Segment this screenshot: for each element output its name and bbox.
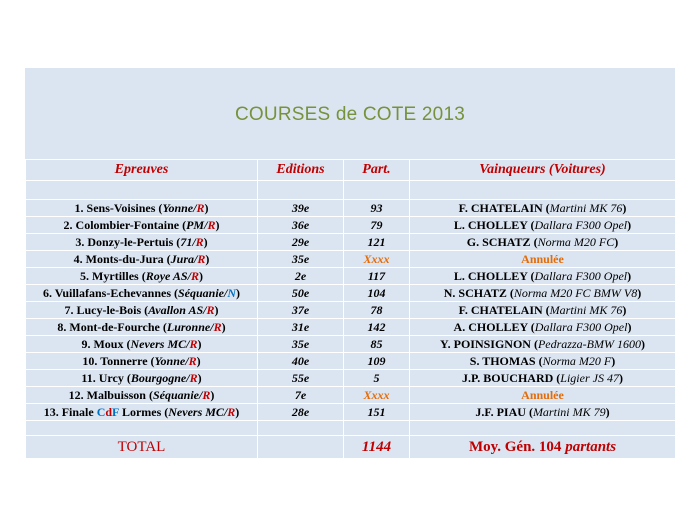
car: Dallara F300 Opel xyxy=(534,320,628,334)
event-cell xyxy=(26,234,258,251)
event-cell xyxy=(26,217,258,234)
table-row xyxy=(26,387,676,404)
table-row xyxy=(26,404,676,421)
participants: 85 xyxy=(344,336,410,353)
event-cell xyxy=(26,285,258,302)
winner: Annulée xyxy=(521,252,564,266)
organizer-sep: / xyxy=(193,201,197,215)
organizer: Séquanie xyxy=(152,388,199,402)
event-close: ) xyxy=(215,218,220,232)
organizer: Avallon AS xyxy=(148,303,204,317)
event-close: ) xyxy=(236,286,241,300)
average-suffix: partants xyxy=(565,439,617,455)
organizer-sep: / xyxy=(192,235,196,249)
table-row xyxy=(26,268,676,285)
event-name: 9. Moux ( xyxy=(81,337,131,351)
championship-code: R xyxy=(189,371,198,385)
championship-code: R xyxy=(189,337,198,351)
winner-cell: L. CHOLLEY (Dallara F300 Opel) xyxy=(410,268,676,285)
event-cell xyxy=(26,319,258,336)
organizer-sep: / xyxy=(186,337,190,351)
championship-code: R xyxy=(195,235,204,249)
car: Martini MK 76 xyxy=(549,201,623,215)
organizer: Bourgogne xyxy=(130,371,187,385)
edition: 28e xyxy=(258,404,344,421)
organizer-sep: / xyxy=(185,354,189,368)
header-part: Part. xyxy=(344,160,410,181)
winner: J.F. PIAU xyxy=(475,405,526,419)
event-cell xyxy=(26,370,258,387)
spacer-row xyxy=(26,181,676,200)
car: Ligier JS 47 xyxy=(560,371,619,385)
total-row xyxy=(26,436,676,459)
participants: 79 xyxy=(344,217,410,234)
cdf-c: C xyxy=(96,405,106,419)
event-name: 5. Myrtilles ( xyxy=(80,269,146,283)
edition: 50e xyxy=(258,285,344,302)
participants: Xxxx xyxy=(344,251,410,268)
organizer-sep: / xyxy=(223,405,228,419)
header-vainqueurs: Vainqueurs (Voitures) xyxy=(410,160,676,181)
edition: 31e xyxy=(258,319,344,336)
participants: 142 xyxy=(344,319,410,336)
organizer: Roye AS xyxy=(145,269,188,283)
organizer: PM xyxy=(186,218,205,232)
organizer-sep: / xyxy=(210,320,214,334)
rows-body xyxy=(26,200,676,421)
championship-code: R xyxy=(206,303,215,317)
results-sheet xyxy=(25,68,675,459)
participants: 104 xyxy=(344,285,410,302)
event-close: ) xyxy=(198,269,203,283)
table-row xyxy=(26,285,676,302)
organizer: Nevers MC xyxy=(130,337,187,351)
event-name: 8. Mont-de-Fourche ( xyxy=(57,320,167,334)
winner: F. CHATELAIN xyxy=(458,201,543,215)
organizer-sep: / xyxy=(199,388,203,402)
participants: 78 xyxy=(344,302,410,319)
championship-code: R xyxy=(207,218,216,232)
results-table xyxy=(25,159,676,459)
organizer-sep: / xyxy=(194,252,198,266)
championship-code: R xyxy=(227,405,236,419)
winner: J.P. BOUCHARD xyxy=(462,371,554,385)
participants: 109 xyxy=(344,353,410,370)
event-close: ) xyxy=(196,354,201,368)
winner-cell: F. CHATELAIN (Martini MK 76) xyxy=(410,302,676,319)
championship-code: R xyxy=(190,269,199,283)
edition: 55e xyxy=(258,370,344,387)
table-row xyxy=(26,200,676,217)
participants: 117 xyxy=(344,268,410,285)
edition: 7e xyxy=(258,387,344,404)
organizer: Luronne xyxy=(166,320,211,334)
average-participants xyxy=(410,436,676,459)
event-name: 11. Urcy ( xyxy=(81,371,131,385)
organizer: Jura xyxy=(170,252,194,266)
table-row xyxy=(26,217,676,234)
championship-code: R xyxy=(202,388,211,402)
edition: 39e xyxy=(258,200,344,217)
table-row xyxy=(26,319,676,336)
edition: 35e xyxy=(258,336,344,353)
event-name: 2. Colombier-Fontaine ( xyxy=(63,218,187,232)
event-cell xyxy=(26,268,258,285)
event-close: ) xyxy=(197,337,202,351)
event-close: ) xyxy=(203,235,208,249)
organizer-sep: / xyxy=(187,269,191,283)
car: Norma M20 F xyxy=(542,354,612,368)
participants: 121 xyxy=(344,234,410,251)
edition: 35e xyxy=(258,251,344,268)
car: Pedrazza-BMW 1600 xyxy=(537,337,641,351)
participants: 151 xyxy=(344,404,410,421)
header-row xyxy=(26,160,676,181)
winner: S. THOMAS xyxy=(469,354,536,368)
event-name: 4. Monts-du-Jura ( xyxy=(73,252,171,266)
winner-cell: A. CHOLLEY (Dallara F300 Opel) xyxy=(410,319,676,336)
event-close: ) xyxy=(205,252,210,266)
organizer: Yonne xyxy=(162,201,194,215)
car: Norma M20 FC BMW V8 xyxy=(513,286,638,300)
event-cell xyxy=(26,200,258,217)
participants: 5 xyxy=(344,370,410,387)
car: Martini MK 79 xyxy=(532,405,606,419)
event-name-rest: Lormes ( xyxy=(118,405,169,419)
event-close: ) xyxy=(214,303,219,317)
table-row xyxy=(26,302,676,319)
participants: 93 xyxy=(344,200,410,217)
car: Martini MK 76 xyxy=(549,303,623,317)
winner-cell: L. CHOLLEY (Dallara F300 Opel) xyxy=(410,217,676,234)
winner: L. CHOLLEY xyxy=(453,218,528,232)
table-row xyxy=(26,251,676,268)
organizer-sep: / xyxy=(224,286,228,300)
table-row xyxy=(26,353,676,370)
event-close: ) xyxy=(204,201,209,215)
organizer: 71 xyxy=(180,235,193,249)
winner: F. CHATELAIN xyxy=(458,303,543,317)
event-cell xyxy=(26,251,258,268)
event-close: ) xyxy=(221,320,226,334)
event-close: ) xyxy=(197,371,202,385)
winner: Y. POINSIGNON xyxy=(440,337,531,351)
header-editions: Editions xyxy=(258,160,344,181)
championship-code: R xyxy=(197,252,206,266)
edition: 40e xyxy=(258,353,344,370)
event-name: 10. Tonnerre ( xyxy=(82,354,155,368)
winner-cell: N. SCHATZ (Norma M20 FC BMW V8) xyxy=(410,285,676,302)
winner-cell: F. CHATELAIN (Martini MK 76) xyxy=(410,200,676,217)
edition: 2e xyxy=(258,268,344,285)
average-prefix: Moy. Gén. 104 xyxy=(468,439,566,455)
winner-cell: J.F. PIAU (Martini MK 79) xyxy=(410,404,676,421)
event-name: 1. Sens-Voisines ( xyxy=(74,201,163,215)
page-title: COURSES de COTE 2013 xyxy=(235,104,465,125)
organizer-sep: / xyxy=(186,371,190,385)
table-row xyxy=(26,234,676,251)
winner-cell xyxy=(410,387,676,404)
table-row xyxy=(26,370,676,387)
event-name: 6. Vuillafans-Echevannes ( xyxy=(42,286,178,300)
header-epreuves: Epreuves xyxy=(26,160,258,181)
organizer: Nevers MC xyxy=(168,405,224,419)
organizer-sep: / xyxy=(204,218,208,232)
winner-cell: S. THOMAS (Norma M20 F) xyxy=(410,353,676,370)
table-row xyxy=(26,336,676,353)
winner-cell: G. SCHATZ (Norma M20 FC) xyxy=(410,234,676,251)
championship-code: N xyxy=(227,286,237,300)
cdf-d: d xyxy=(105,405,113,419)
event-name: 13. Finale xyxy=(43,405,97,419)
organizer-sep: / xyxy=(203,303,207,317)
total-participants: 1144 xyxy=(344,436,410,459)
event-cell xyxy=(26,302,258,319)
car: Dallara F300 Opel xyxy=(534,218,628,232)
event-cell xyxy=(26,387,258,404)
winner-cell: J.P. BOUCHARD (Ligier JS 47) xyxy=(410,370,676,387)
car: Dallara F300 Opel xyxy=(534,269,628,283)
event-cell xyxy=(26,336,258,353)
edition: 29e xyxy=(258,234,344,251)
championship-code: R xyxy=(213,320,222,334)
participants: Xxxx xyxy=(344,387,410,404)
championship-code: R xyxy=(196,201,205,215)
winner-cell xyxy=(410,251,676,268)
edition: 36e xyxy=(258,217,344,234)
winner: A. CHOLLEY xyxy=(453,320,528,334)
total-label: TOTAL xyxy=(26,436,258,459)
championship-code: R xyxy=(188,354,197,368)
event-name: 7. Lucy-le-Bois ( xyxy=(64,303,149,317)
cdf-f: F xyxy=(112,405,119,419)
event-name: 3. Donzy-le-Pertuis ( xyxy=(75,235,181,249)
event-cell xyxy=(26,404,258,421)
event-close: ) xyxy=(210,388,215,402)
event-cell xyxy=(26,353,258,370)
event-close: ) xyxy=(235,405,240,419)
winner: G. SCHATZ xyxy=(466,235,531,249)
winner: Annulée xyxy=(521,388,564,402)
winner-cell: Y. POINSIGNON (Pedrazza-BMW 1600) xyxy=(410,336,676,353)
spacer-row xyxy=(26,421,676,436)
car: Norma M20 FC xyxy=(537,235,615,249)
event-name: 12. Malbuisson ( xyxy=(68,388,153,402)
edition: 37e xyxy=(258,302,344,319)
winner: N. SCHATZ xyxy=(443,286,507,300)
organizer: Séquanie xyxy=(178,286,225,300)
organizer: Yonne xyxy=(154,354,186,368)
winner: L. CHOLLEY xyxy=(453,269,528,283)
